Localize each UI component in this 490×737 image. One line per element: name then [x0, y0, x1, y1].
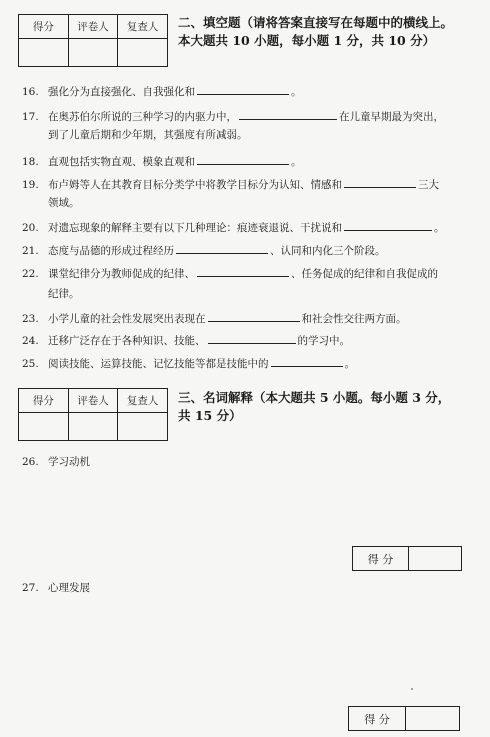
- answer-blank[interactable]: [208, 310, 300, 322]
- mini-score-cell[interactable]: [409, 547, 462, 571]
- question-20: 20. 对遗忘现象的解释主要有以下几种理论：痕迹衰退说、干扰说和 。: [22, 219, 472, 235]
- mini-score-label: 得 分: [349, 707, 406, 731]
- answer-blank[interactable]: [271, 355, 343, 367]
- reviewer-cell[interactable]: [118, 413, 168, 441]
- scan-speck: [411, 688, 413, 690]
- question-26: 26. 学习动机: [22, 456, 90, 468]
- answer-blank[interactable]: [197, 83, 289, 95]
- grader-header: 评卷人: [68, 15, 118, 39]
- question-19-cont: 领域。: [48, 197, 80, 209]
- reviewer-header: 复查人: [118, 389, 168, 413]
- question-17: 17. 在奥苏伯尔所说的三种学习的内驱力中， 在儿童早期最为突出，: [22, 108, 472, 124]
- reviewer-header: 复查人: [118, 15, 168, 39]
- question-22-cont: 纪律。: [48, 288, 80, 300]
- grader-cell[interactable]: [68, 413, 118, 441]
- question-16: 16. 强化分为直接强化、自我强化和 。: [22, 83, 472, 99]
- question-22: 22. 课堂纪律分为教师促成的纪律、 、任务促成的纪律和自我促成的: [22, 265, 472, 281]
- answer-blank[interactable]: [197, 265, 289, 277]
- section2-title: 二、填空题（请将答案直接写在每题中的横线上。 本大题共 10 小题，每小题 1 分，共 10 分）: [178, 15, 454, 48]
- answer-blank[interactable]: [197, 153, 289, 165]
- grader-cell[interactable]: [68, 39, 118, 67]
- answer-blank[interactable]: [176, 242, 268, 254]
- answer-blank[interactable]: [344, 219, 432, 231]
- question-17-cont: 到了儿童后期和少年期，其强度有所减弱。: [48, 129, 248, 141]
- reviewer-cell[interactable]: [118, 39, 168, 67]
- answer-area-26[interactable]: [48, 475, 448, 540]
- answer-blank[interactable]: [239, 108, 337, 120]
- grader-header: 评卷人: [68, 389, 118, 413]
- mini-score-box-2: [348, 706, 460, 731]
- score-table-section2: [18, 14, 168, 67]
- mini-score-label: 得 分: [353, 547, 409, 571]
- score-header: 得分: [19, 389, 69, 413]
- section3-title: 三、名词解释（本大题共 5 小题。每小题 3 分， 共 15 分）: [178, 390, 451, 423]
- mini-score-box-1: [352, 546, 462, 571]
- question-27: 27. 心理发展: [22, 582, 90, 594]
- answer-blank[interactable]: [344, 176, 416, 188]
- question-24: 24. 迁移广泛存在于各种知识、技能、 的学习中。: [22, 332, 472, 348]
- answer-area-27[interactable]: [48, 600, 448, 700]
- question-18: 18. 直观包括实物直观、模象直观和 。: [22, 153, 472, 169]
- score-header: 得分: [19, 15, 69, 39]
- score-table-section3: [18, 388, 168, 441]
- question-23: 23. 小学儿童的社会性发展突出表现在 和社会性交往两方面。: [22, 310, 472, 326]
- answer-blank[interactable]: [208, 332, 296, 344]
- question-21: 21. 态度与品德的形成过程经历 、认同和内化三个阶段。: [22, 242, 472, 258]
- mini-score-cell[interactable]: [406, 707, 460, 731]
- question-25: 25. 阅读技能、运算技能、记忆技能等都是技能中的 。: [22, 355, 472, 371]
- score-cell[interactable]: [19, 39, 69, 67]
- score-cell[interactable]: [19, 413, 69, 441]
- question-19: 19. 布卢姆等人在其教育目标分类学中将教学目标分为认知、情感和 三大: [22, 176, 472, 192]
